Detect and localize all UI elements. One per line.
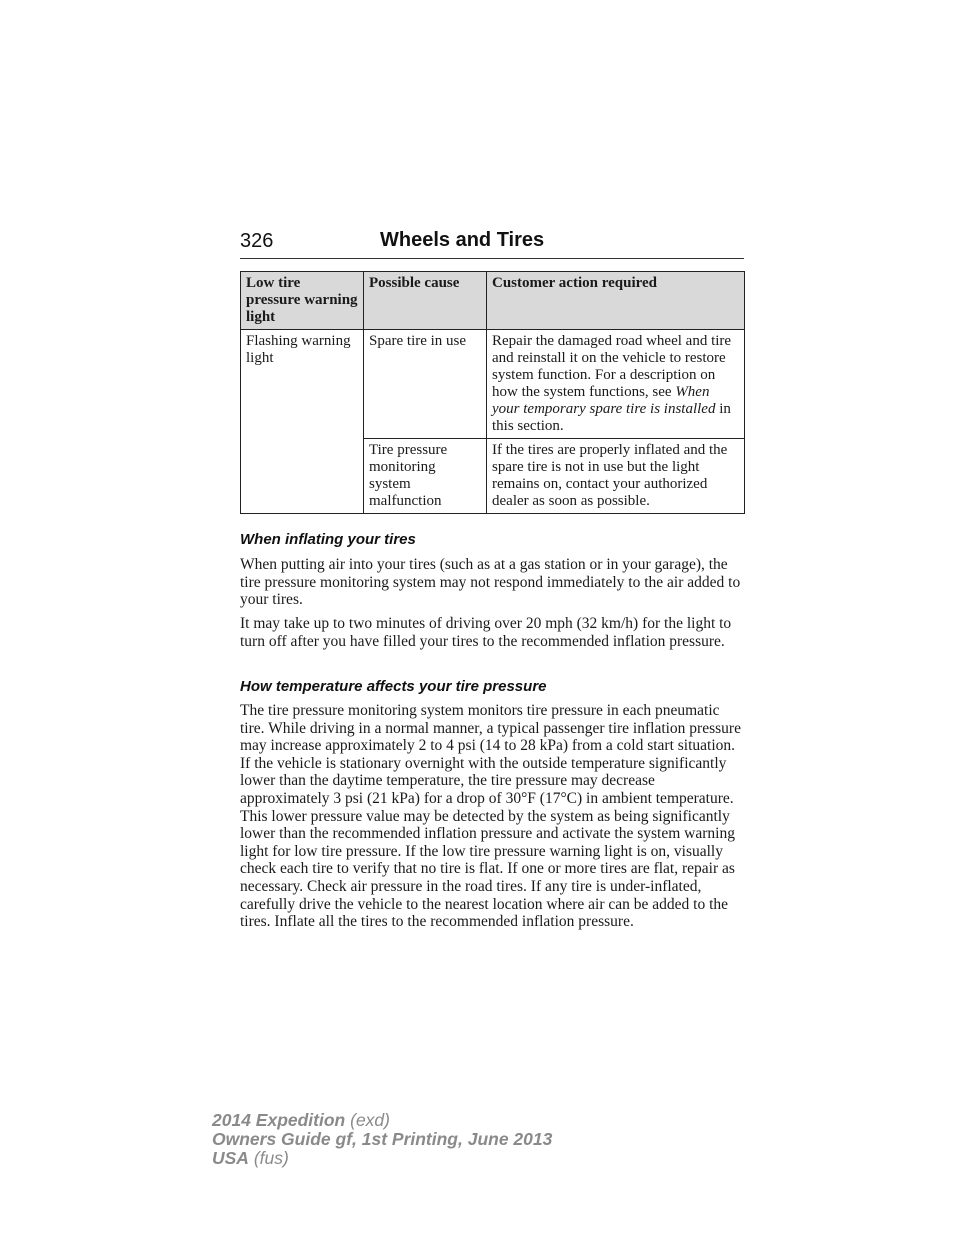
footer-market-code: (fus) <box>248 1148 289 1168</box>
paragraph: It may take up to two minutes of driving over 20 mph (32 km/h) for the light to turn off after you have filled your tires to the recommended inflation pressure. <box>240 615 732 650</box>
table-header-row <box>241 272 745 330</box>
table-cell-light: Flashing warning light <box>241 330 364 514</box>
table-cell-action <box>487 330 745 439</box>
tpms-warning-table <box>240 271 745 514</box>
page-header <box>240 228 744 259</box>
table-header-cell: Customer action required <box>487 272 745 330</box>
paragraph: The tire pressure monitoring system monitors tire pressure in each pneumatic tire. While driving in a normal manner, a typical passenger tire inflation pressure may increase approximately 2 to 4 psi (14 to 28 kPa) from a cold start situation. If the vehicle is stationary overnight with the outside temperature significantly lower than the daytime temperature, the tire pressure may decrease approximately 3 psi (21 kPa) for a drop of 30°F (17°C) in ambient temperature. This lower pressure value may be detected by the system as being significantly lower than the recommended inflation pressure and activate the system warning light for low tire pressure. If the low tire pressure warning light is on, visually check each tire to verify that no tire is flat. If one or more tires are flat, repair as necessary. Check air pressure in the road tires. If any tire is under-inflated, carefully drive the vehicle to the nearest location where air can be added to the tires. Inflate all the tires to the recommended inflation pressure. <box>240 702 741 931</box>
action-text: in this section. <box>492 401 731 434</box>
page-footer <box>212 1111 552 1168</box>
footer-model: 2014 Expedition <box>212 1110 346 1130</box>
footer-model-code: (exd) <box>345 1110 390 1130</box>
footer-line <box>212 1111 552 1130</box>
subheading-temperature: How temperature affects your tire pressure <box>240 678 547 695</box>
table-cell-cause: Tire pressure monitoring system malfunction <box>364 439 487 514</box>
footer-market: USA <box>212 1148 249 1168</box>
page-number: 326 <box>240 230 274 252</box>
table-header-cell: Low tire pressure warning light <box>241 272 364 330</box>
table-cell-action: If the tires are properly inflated and the spare tire is not in use but the light remains on, contact your authorized dealer as soon as possible. <box>487 439 745 514</box>
subheading-inflating: When inflating your tires <box>240 531 416 548</box>
section-title: Wheels and Tires <box>380 229 545 251</box>
table-cell-cause: Spare tire in use <box>364 330 487 439</box>
table-row <box>241 330 745 439</box>
cross-reference: When your temporary spare tire is installed <box>492 384 716 417</box>
footer-line: Owners Guide gf, 1st Printing, June 2013 <box>212 1129 553 1149</box>
footer-line <box>212 1149 552 1168</box>
paragraph: When putting air into your tires (such as at a gas station or in your garage), the tire pressure monitoring system may not respond immediately to the air added to your tires. <box>240 556 741 609</box>
table-header-cell: Possible cause <box>364 272 487 330</box>
action-text: Repair the damaged road wheel and tire and reinstall it on the vehicle to restore system function. For a description on how the system functions, see <box>492 333 732 400</box>
